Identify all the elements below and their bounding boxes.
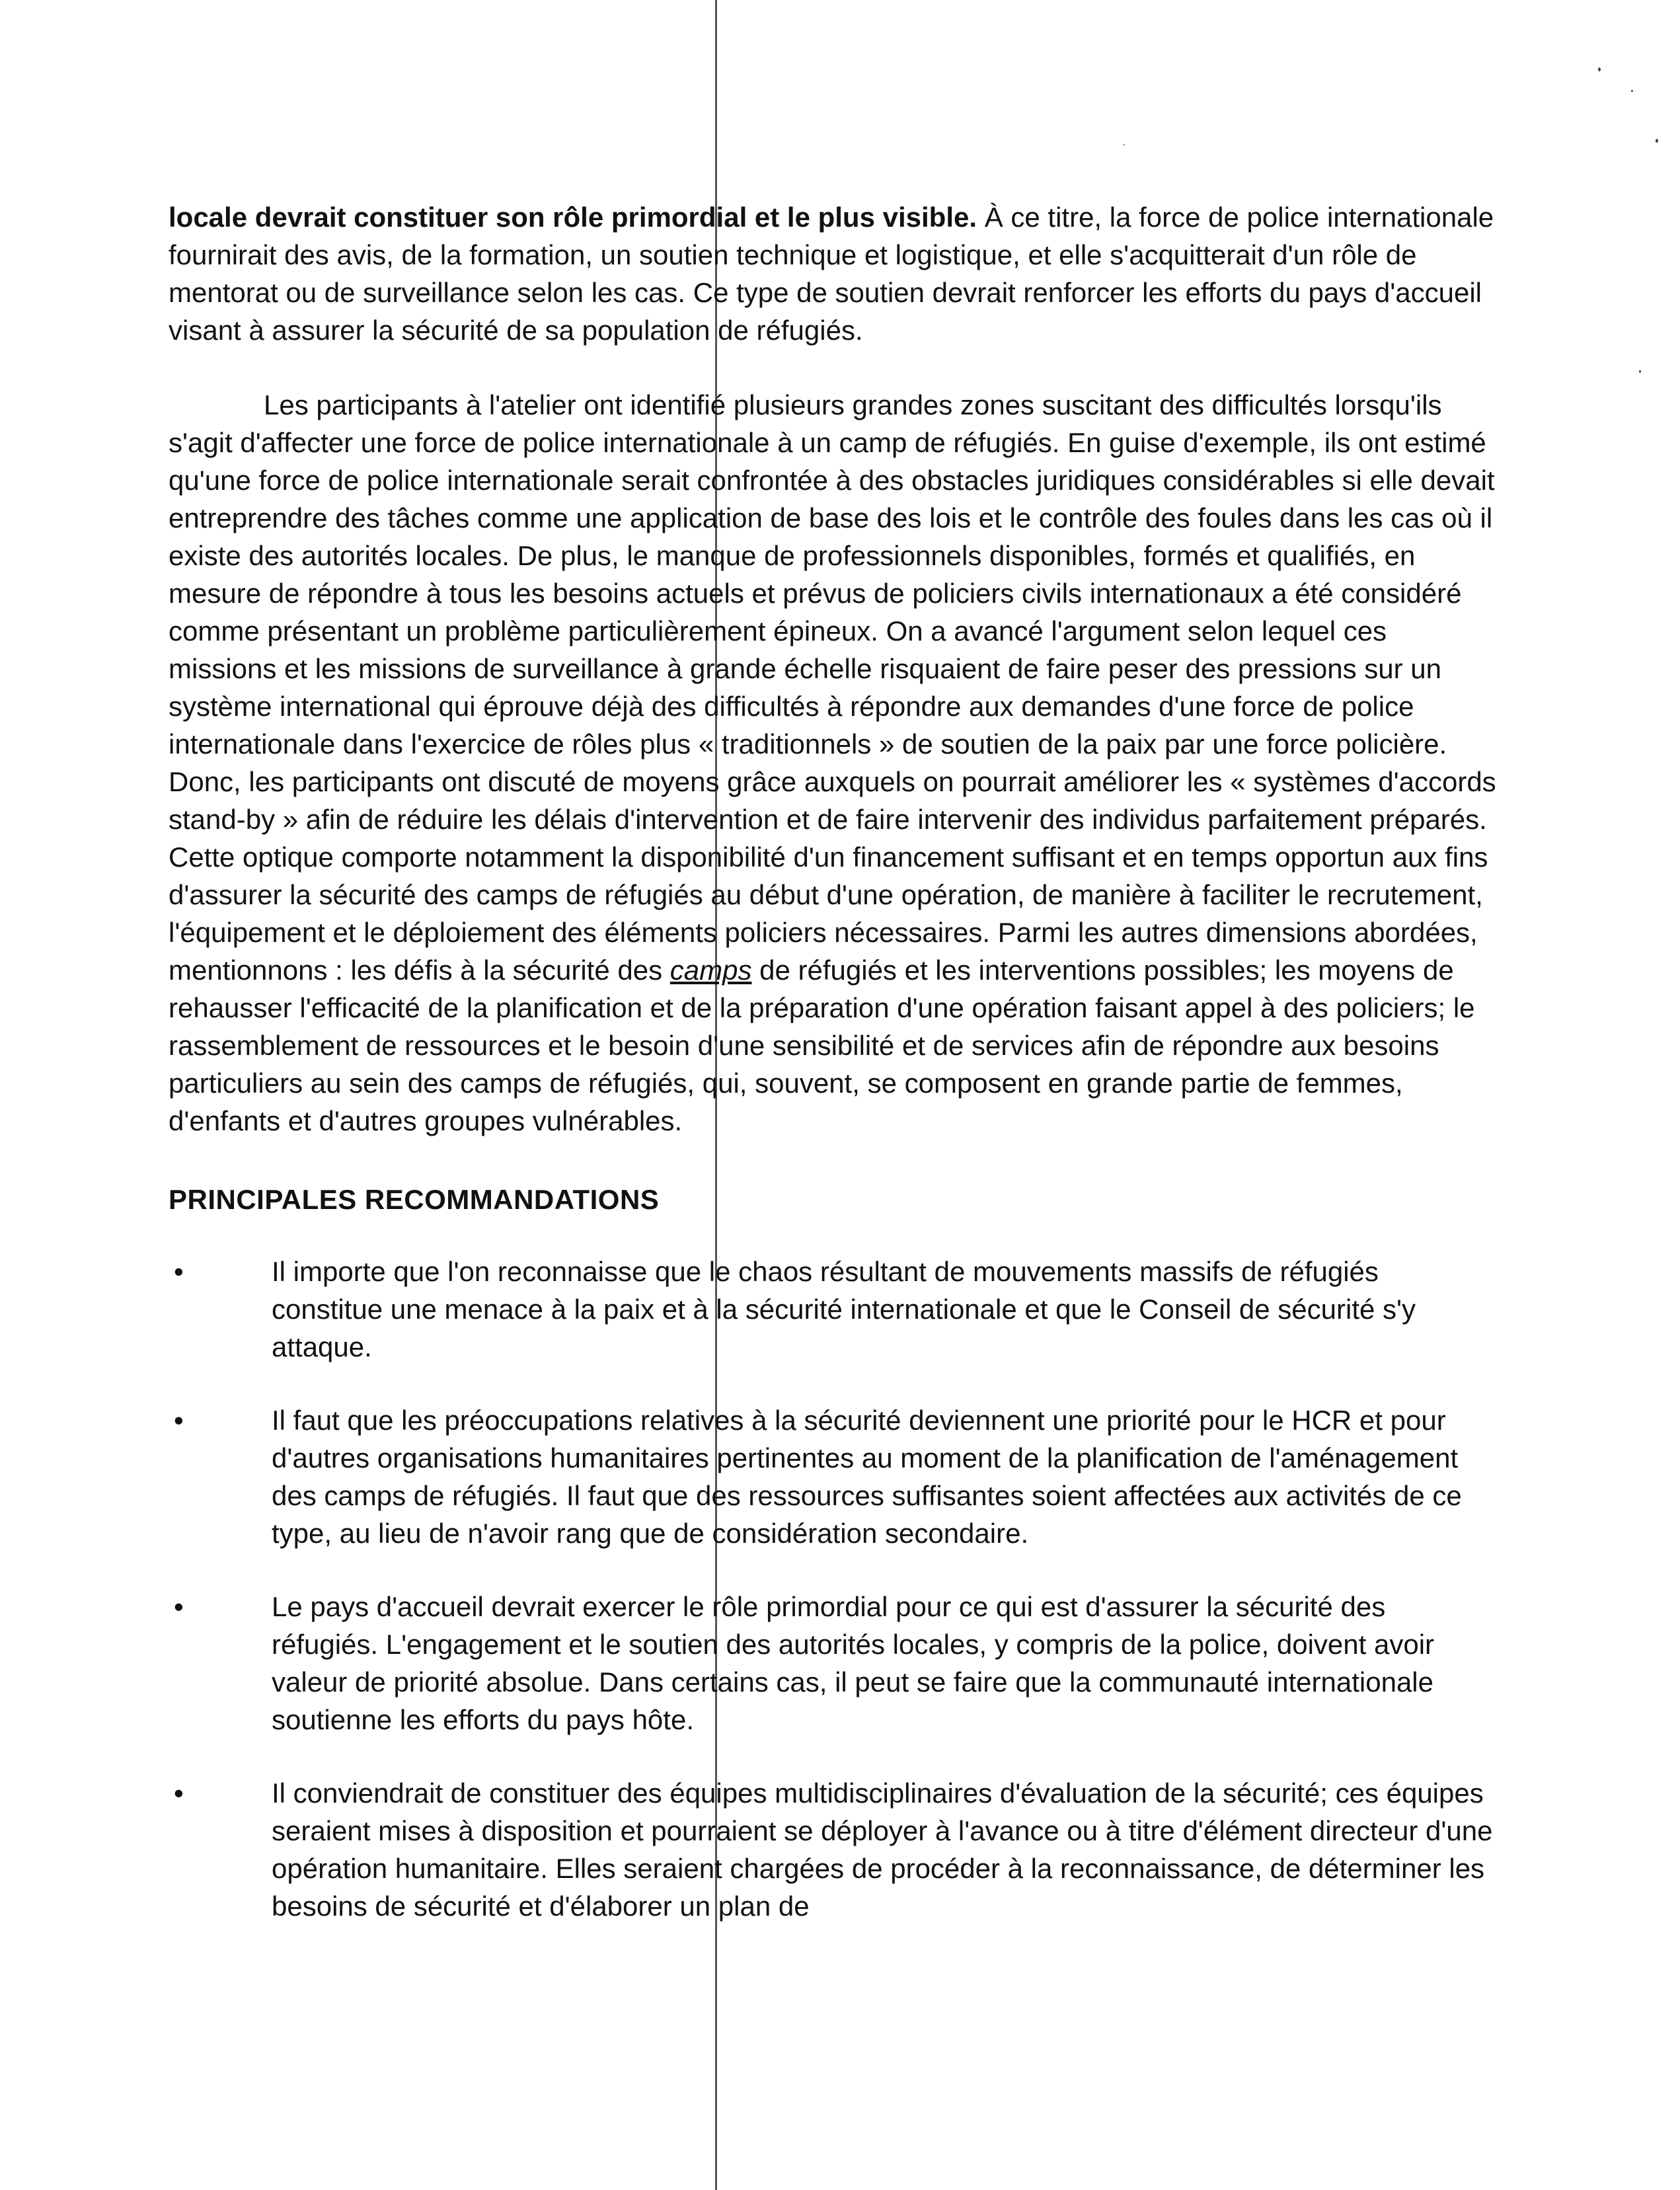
paragraph-1-bold-lead: locale devrait constituer son rôle primordial et le plus visible. xyxy=(169,202,977,233)
document-body xyxy=(169,198,1497,1961)
scan-speck xyxy=(1639,370,1641,373)
recommendation-text: Le pays d'accueil devrait exercer le rôle primordial pour ce qui est d'assurer la sécurité des réfugiés. L'engagement et le soutien des autorités locales, y compris de la police, doivent avoir valeur de priorité absolue. Dans certains cas, il peut se faire que la communauté internationale soutienne les efforts du pays hôte. xyxy=(272,1591,1435,1735)
recommendation-text: Il faut que les préoccupations relatives à la sécurité deviennent une priorité pour le HCR et pour d'autres organisations humanitaires pertinentes au moment de la planification de l'aménagement des camps de réfugiés. Il faut que des ressources suffisantes soient affectées aux activités de ce type, au lieu de n'avoir rang que de considération secondaire. xyxy=(272,1405,1462,1549)
recommendation-text: Il importe que l'on reconnaisse que le chaos résultant de mouvements massifs de réfugiés constitue une menace à la paix et à la sécurité internationale et que le Conseil de sécurité s'y attaque. xyxy=(272,1256,1416,1362)
bullet-icon: • xyxy=(174,1256,184,1287)
list-item xyxy=(169,1401,1497,1552)
recommendations-list xyxy=(169,1253,1497,1925)
recommendation-text: Il conviendrait de constituer des équipes multidisciplinaires d'évaluation de la sécurité; ces équipes seraient mises à disposition et pourraient se déployer à l'avance ou à titre d'élément directeur d'une opération humanitaire. Elles seraient chargées de procéder à la reconnaissance, de déterminer les besoins de sécurité et d'élaborer un plan de xyxy=(272,1778,1493,1922)
paragraph-2-text-after: de réfugiés et les interventions possibles; les moyens de rehausser l'efficacité de la planification et de la préparation d'une opération faisant appel à des policiers; le rassemblement de ressources et le besoin d'une sensibilité et de services afin de répondre aux besoins particuliers au sein des camps de réfugiés, qui, souvent, se composent en grande partie de femmes, d'enfants et d'autres groupes vulnérables. xyxy=(169,955,1475,1136)
paragraph-2-text-before: Les participants à l'atelier ont identifié plusieurs grandes zones suscitant des difficultés lorsqu'ils s'agit d'affecter une force de police internationale à un camp de réfugiés. En guise d'exemple, ils ont estimé qu'une force de police internationale serait confrontée à des obstacles juridiques considérables si elle devait entreprendre des tâches comme une application de base des lois et le contrôle des foules dans les cas où il existe des autorités locales. De plus, le manque de professionnels disponibles, formés et qualifiés, en mesure de répondre à tous les besoins actuels et prévus de policiers civils internationaux a été considéré comme présentant un problème particulièrement épineux. On a avancé l'argument selon lequel ces missions et les missions de surveillance à grande échelle risquaient de faire peser des pressions sur un système international qui éprouve déjà des difficultés à répondre aux demandes d'une force de police internationale dans l'exercice de rôles plus « traditionnels » de soutien de la paix par une force policière. Donc, les participants ont discuté de moyens grâce auxquels on pourrait améliorer les « systèmes d'accords stand-by » afin de réduire les délais d'intervention et de faire intervenir des individus parfaitement préparés. Cette optique comporte notamment la disponibilité d'un financement suffisant et en temps opportun aux fins d'assurer la sécurité des camps de réfugiés au début d'une opération, de manière à faciliter le recrutement, l'équipement et le déploiement des éléments policiers nécessaires. Parmi les autres dimensions abordées, mentionnons : les défis à la sécurité des xyxy=(169,389,1496,986)
paragraph-1-text: À ce titre, la force de police internationale fournirait des avis, de la formation, un soutien technique et logistique, et elle s'acquitterait d'un rôle de mentorat ou de surveillance selon les cas. Ce type de soutien devrait renforcer les efforts du pays d'accueil visant à assurer la sécurité de sa population de réfugiés. xyxy=(169,202,1494,346)
bullet-icon: • xyxy=(174,1405,184,1436)
section-heading: PRINCIPALES RECOMMANDATIONS xyxy=(169,1184,660,1215)
paragraph-2 xyxy=(169,386,1497,1140)
paragraph-1 xyxy=(169,198,1497,349)
list-item xyxy=(169,1588,1497,1739)
list-item xyxy=(169,1774,1497,1925)
list-item xyxy=(169,1253,1497,1366)
scan-speck xyxy=(1631,90,1633,92)
scan-speck xyxy=(1124,144,1125,145)
bullet-icon: • xyxy=(174,1591,184,1622)
scan-speck xyxy=(1656,139,1658,143)
bullet-icon: • xyxy=(174,1778,184,1809)
paragraph-2-emphasis: camps xyxy=(669,955,752,986)
scan-speck xyxy=(1598,67,1601,71)
